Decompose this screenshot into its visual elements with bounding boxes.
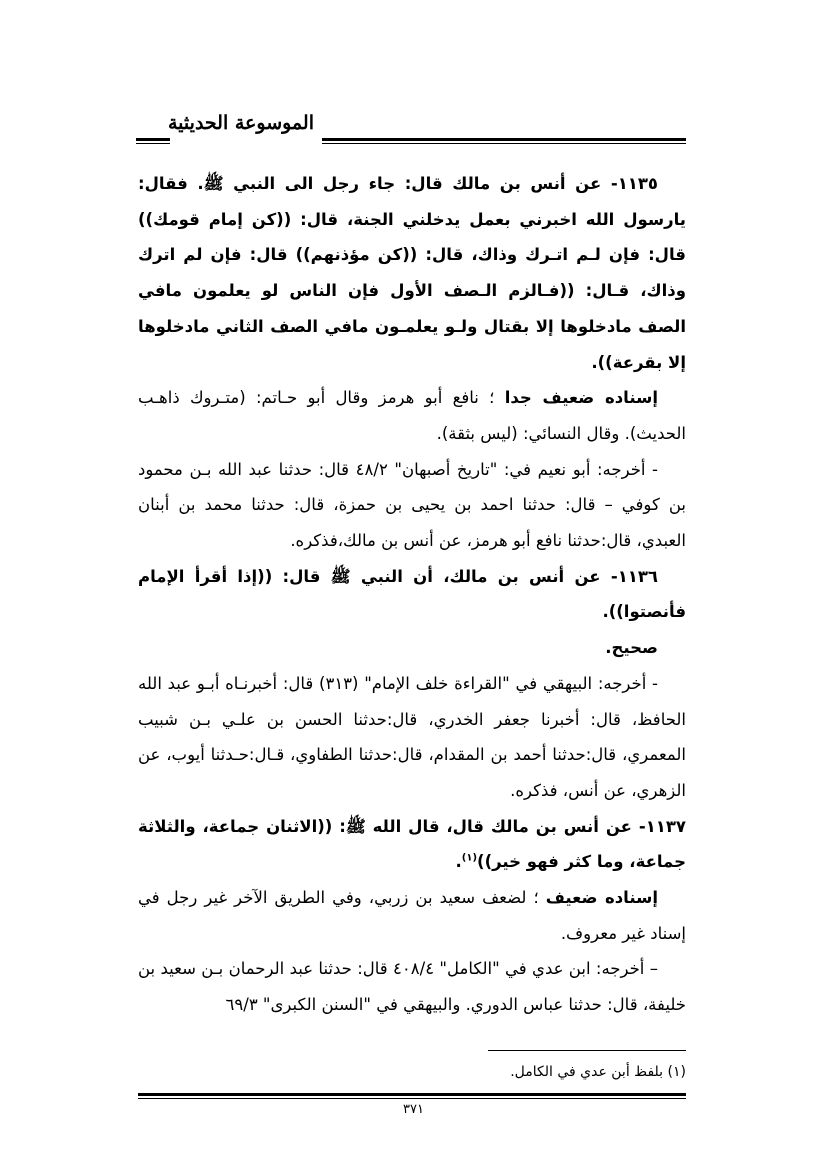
isnad-1137	[138, 880, 686, 951]
footer-rule	[138, 1093, 686, 1096]
takhrij-1136: - أخرجه: البيهقي في "القراءة خلف الإمام" (٣١٣) قال: أخبرنـاه أبـو عبد الله الحافظ، قال: أخبرنا جعفر الخدري، قال:حدثنا الحسن بن علـي بـن شبيب المعمري، قال:حدثنا أحمد بن المقدام، قال:حدثنا الطفاوي، قـال:حـدثنا أيوب، عن الزهري، عن أنس، فذكره.	[138, 673, 686, 800]
header-rule	[322, 138, 686, 141]
footnote-ref[interactable]: (١)	[461, 852, 478, 864]
hadith-1137-text: ١١٣٧- عن أنس بن مالك قال، قال الله ﷺ: ((الاثنان جماعة، والثلاثة جماعة، وما كثر فهو خير))	[138, 816, 686, 872]
isnad-1135-text: ؛ نافع أبو هرمز وقال أبو حـاتم: (متـروك ذاهـب الحديث). وقال النسائي: (ليس بثقة).	[138, 388, 686, 443]
isnad-1135-label: إسناده ضعيف جدا	[504, 388, 658, 408]
page-body	[138, 166, 686, 1023]
grading-1136: صحيح.	[605, 638, 658, 658]
hadith-1135: ١١٣٥- عن أنس بن مالك قال: جاء رجل الى النبي ﷺ. فقال: يارسول الله اخبرني بعمل يدخلني الجنة، قال: ((كن إمام قومك)) قال: فإن لـم اتـرك وذاك، قال: ((كن مؤذنهم)) قال: فإن لم اترك وذاك، قـال: ((فـالزم الـصف الأول فإن الناس لو يعلمون مافي الصف مادخلوها إلا بقتال ولـو يعلمـون مافي الصف الثاني مادخلوها إلا بقرعة)).	[138, 174, 686, 372]
hadith-1137	[138, 809, 686, 880]
isnad-1137-label: إسناده ضعيف	[545, 888, 658, 908]
header-title: الموسوعة الحديثية	[168, 112, 314, 134]
page-number: ٣٧١	[403, 1102, 424, 1117]
hadith-1136: ١١٣٦- عن أنس بن مالك، أن النبي ﷺ قال: ((إذا أقرأ الإمام فأنصتوا)).	[138, 566, 686, 622]
header-rule-short-thin	[136, 143, 170, 144]
takhrij-1135: - أخرجه: أبو نعيم في: "تاريخ أصبهان" ٤٨/٢ قال: حدثنا عبد الله بـن محمود بن كوفي – قال: حدثنا احمد بن يحيى بن حمزة، قال: حدثنا محمد بن أبنان العبدي، قال:حدثنا نافع أبو هرمز، عن أنس بن مالك،فذكره.	[138, 459, 686, 551]
header-rule-short	[136, 138, 170, 141]
isnad-1137-text: ؛ لضعف سعيد بن زربي، وفي الطريق الآخر غير رجل في إسناد غير معروف.	[138, 888, 686, 943]
header-rule-thin	[322, 143, 686, 144]
running-header	[136, 108, 686, 148]
takhrij-1137: – أخرجه: ابن عدي في "الكامل" ٤٠٨/٤ قال: حدثنا عبد الرحمان بـن سعيد بن خليفة، قال: حدثنا عباس الدوري. والبيهقي في "السنن الكبرى" ٦٩/٣	[138, 959, 686, 1015]
footnote: (١) بلفظ أبن عدي في الكامل.	[510, 1064, 686, 1080]
hadith-1137-end: .	[455, 852, 462, 872]
footnote-separator	[488, 1050, 686, 1051]
footer-rule-thin	[138, 1098, 686, 1099]
isnad-1135	[138, 380, 686, 451]
